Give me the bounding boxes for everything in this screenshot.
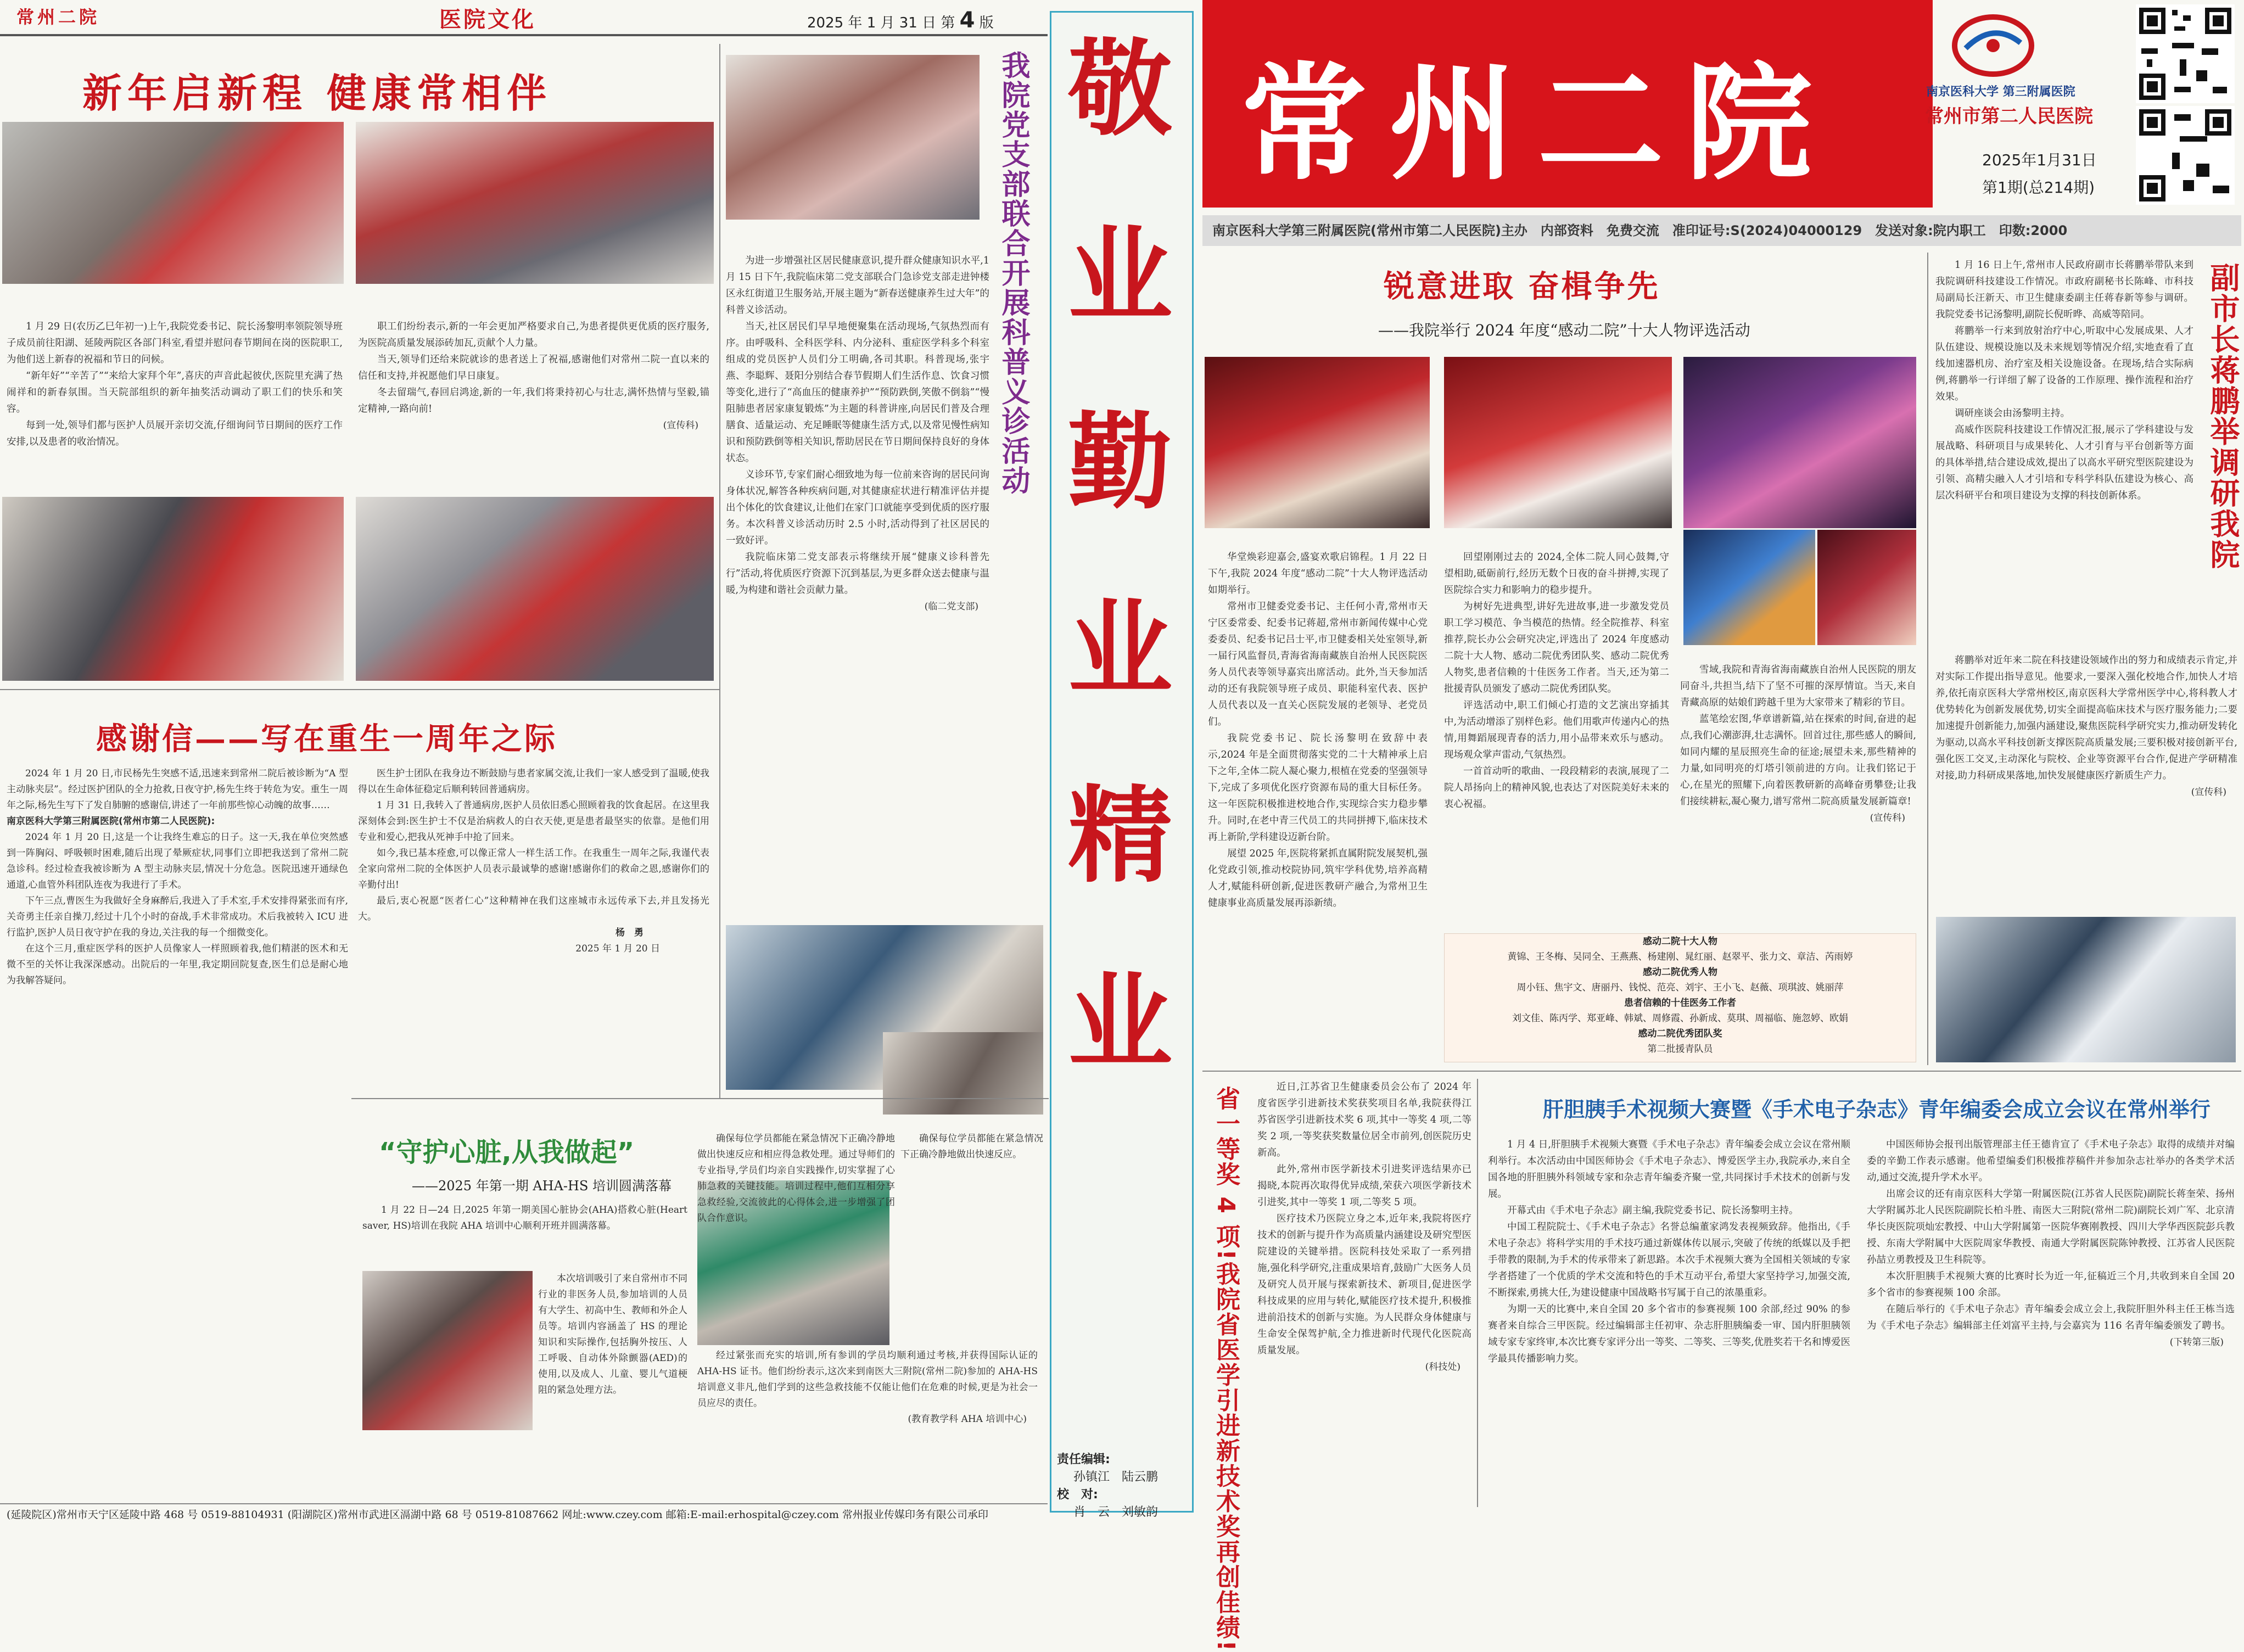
article1-col2-p3: 冬去留瑞气,春回启鸿途,新的一年,我们将秉持初心与壮志,满怀热情与坚毅,锚定精神,一路向前! <box>358 387 709 415</box>
article4-p3b: 确保每位学员都能在紧急情况下正确冷静地做出快速反应。 <box>900 1133 1043 1160</box>
article1-col1-p1: 1 月 29 日(农历乙巳年初一)上午,我院党委书记、院长汤黎明率领院领导班子成员前往阳湖、延陵两院区各部门科室,看望并慰问春节期间在岗的医院职工,为他们送上新春的祝福和节日的问候。 <box>7 321 343 365</box>
cholangio-c1-p2: 开幕式由《手术电子杂志》副主编,我院党委书记、院长汤黎明主持。 <box>1507 1205 1799 1216</box>
honor-title-2: 感动二院优秀人物 <box>1643 967 1717 978</box>
header-page-suffix: 版 <box>979 15 994 31</box>
photo-aha-training-1 <box>362 1271 533 1430</box>
photo-award-stage <box>1205 357 1430 528</box>
header-rule <box>0 34 1048 36</box>
footer-rule <box>0 1503 1048 1504</box>
lead-c1-p1: 华堂焕彩迎嘉会,盛宴欢歌启锦程。1 月 22 日下午,我院 2024 年度“感动二院”十大人物评选活动如期举行。 <box>1208 552 1428 596</box>
slogan-char-6: 业 <box>1068 962 1173 1083</box>
editor-label: 责任编辑: <box>1057 1453 1110 1466</box>
article2-p2: 2024 年 1 月 20 日,这是一个让我终生难忘的日子。这一天,我在单位突然感到一阵胸闷、呼吸顿时困难,随后出现了晕厥症状,同事们立即把我送到了常州二院急诊科。经过检查我被诊断为 A 型主动脉夹层,情况十分危急。医院迅速开通绿色通道,心血管外科团队连夜为我进行了手术。 <box>7 832 348 891</box>
lead-c2-p2: 评选活动中,职工们倾心打造的文艺演出穿插其中,为活动增添了别样色彩。他们用歌声传递内心的热情,用舞蹈展现青春的活力,用小品带来欢乐与感动。现场观众掌声雷动,气氛热烈。 <box>1444 700 1669 760</box>
photo-clinic-event-1 <box>726 55 980 220</box>
article4-p2: 本次培训吸引了来自常州市不同行业的非医务人员,参加培训的人员有大学生、初高中生、教师和外企人员等。培训内容涵盖了 HS 的理论知识和实际操作,包括胸外按压、人工呼吸、自动体外除颤器(AED)的使用,以及成人、儿童、婴儿气道梗阻的紧急处理方法。 <box>538 1273 687 1396</box>
vice-mayor-p2: 蒋鹏举一行来到放射治疗中心,听取中心发展成果、人才队伍建设、规模设施以及未来规划等情况介绍,实地查看了直线加速器机房、治疗室及相关设施设备。在现场,结合实际病例,蒋鹏举一行详细了解了设备的工作原理、操作流程和治疗效果。 <box>1935 326 2193 402</box>
lead-c1-p4: 展望 2025 年,医院将紧抓直属附院发展契机,强化党政引领,推动校院协同,筑牢学科优势,培养高精人才,赋能科研创新,促进医教研产融合,为常州卫生健康事业高质量发展再添新绩。 <box>1208 848 1428 909</box>
page-header <box>0 0 1048 35</box>
article4-author: (教育教学科 AHA 培训中心) <box>908 1414 1027 1425</box>
photo-radiotherapy-visit <box>1936 917 2236 1062</box>
article1-col1 <box>7 318 343 483</box>
article2-addressee: 南京医科大学第三附属医院(常州市第二人民医院): <box>7 816 215 827</box>
article2-signer: 杨 勇 <box>615 927 643 938</box>
article2-col2-p2: 1 月 31 日,我转入了普通病房,医护人员依旧悉心照顾着我的饮食起居。在这里我深刻体会到:医生护士不仅是治病救人的白衣天使,更是患者最坚实的依靠。是他们用专业和爱心,把我从死神手中抢了回来。 <box>358 800 709 843</box>
article1-col2-p1: 职工们纷纷表示,新的一年会更加严格要求自己,为患者提供更优质的医疗服务,为医院高质量发展添砖加瓦,贡献个人力量。 <box>358 321 709 349</box>
vice-mayor-p3: 调研座谈会由汤黎明主持。 <box>1955 408 2070 419</box>
lead-c2-p3: 一首首动听的歌曲、一段段精彩的表演,展现了二院人昂扬向上的精神风貌,也表达了对医院美好未来的衷心祝福。 <box>1444 766 1669 810</box>
article1-title: 新年启新程 健康常相伴 <box>82 70 552 116</box>
vice-mayor-author: (宣传科) <box>2191 787 2226 798</box>
cholangio-c2-p1: 中国医师协会报刊出版管理部主任王德肯宣了《手术电子杂志》取得的成绩并对编委的辛勤工作表示感谢。他希望编委们积极推荐稿件并参加杂志社举办的各类学术活动,通过交流,提升学术水平。 <box>1867 1139 2235 1183</box>
cholangio-c1-p1: 1 月 4 日,肝胆胰手术视频大赛暨《手术电子杂志》青年编委会成立会议在常州顺利举行。本次活动由中国医师协会《手术电子杂志》、博爱医学主办,我院承办,来自全国各地的肝胆胰外科领域专家和杂志青年编委齐聚一堂,共同探讨手术技术的创新与发展。 <box>1488 1139 1850 1200</box>
photo-new-year-visit-4 <box>356 497 714 681</box>
lead-author: (宣传科) <box>1870 813 1905 824</box>
photo-award-group <box>1444 357 1672 528</box>
honor-list-4: 第二批援青队员 <box>1647 1044 1713 1055</box>
article2-col2-p3: 如今,我已基本痊愈,可以像正常人一样生活工作。在我重生一周年之际,我谨代表全家向常州二院的全体医护人员表示最诚挚的感谢!感谢你们的救命之恩,感谢你们的辛勤付出! <box>358 848 709 891</box>
lead-right-divider <box>1927 253 1928 1065</box>
cholangio-c1-p3: 中国工程院院士、《手术电子杂志》名誉总编董家鸿发表视频致辞。他指出,《手术电子杂志》将科学实用的手术技巧通过新媒体传以展示,突破了传统的纸媒以及手把手带教的限制,为手术的传承带来了新思路。本次手术视频大赛为全国相关领域的专家学者搭建了一个优质的学术交流和特色的手术互动平台,希望大家坚持学习,加强交流,不断探索,勇挑大任,为建设健康中国战略书写属于自己的浓墨重彩。 <box>1488 1222 1850 1298</box>
photo-new-year-visit-3 <box>2 497 344 681</box>
qr-code <box>2136 4 2235 205</box>
slogan-char-4: 业 <box>1068 589 1173 710</box>
article1-col1-p2: “新年好”“辛苦了”“来给大家拜个年”,喜庆的声音此起彼伏,医院里充满了热闹祥和的新春氛围。当天院部组织的新年抽奖活动调动了职工们的快乐和笑容。 <box>7 371 343 415</box>
slogan-char-1: 敬 <box>1068 29 1173 150</box>
award-p2: 此外,常州市医学新技术引进奖评选结果亦已揭晓,本院再次取得优异成绩,荣获六项医学新技术引进奖,其中一等奖 1 项,二等奖 5 项。 <box>1257 1164 1471 1208</box>
lead-c2-p1: 为树好先进典型,讲好先进故事,进一步激发党员职工学习模范、争当模范的热情。经全院推荐、科室推荐,院长办公会研究决定,评选出了 2024 年度感动二院十大人物、感动二院优秀团队奖、感动二院优秀人物奖,患者信赖的十佳医务工作者。当天,还为第二批援青队员颁发了感动二院优秀团队奖。 <box>1444 601 1669 695</box>
photo-dance-show <box>1683 357 1916 528</box>
article1-col2-p2: 当天,领导们还给来院就诊的患者送上了祝福,感谢他们对常州二院一直以来的信任和支持,并祝愿他们早日康复。 <box>358 354 709 382</box>
award-title: 省一等奖 4 项!我院省医学引进新技术奖再创佳绩! <box>1212 1086 1240 1652</box>
article1-bottom-rule <box>0 689 719 690</box>
article4-col3-top <box>900 1131 1043 1345</box>
article4-p3: 确保每位学员都能在紧急情况下正确冷静地做出快速反应和相应得急救处理。通过导师们的专业指导,学员们均亲自实践操作,切实掌握了心肺急救的关键技能。培训过程中,他们互相分享急救经验,交流彼此的心得体会,进一步增强了团队合作意识。 <box>697 1133 895 1224</box>
header-page-no: 4 <box>959 8 975 33</box>
vice-mayor-p4: 高威作医院科技建设工作情况汇报,展示了学科建设与发展战略、科研项目与成果转化、人才引育与平台创新等方面的具体举措,结合建设成效,提出了以高水平研究型医院建设为引领、高精尖融入人才引培和专科学科队伍建设为核心、高层次科研平台和项目建设为支撑的科技创新体系。 <box>1935 424 2193 501</box>
article4-p1: 1 月 22 日—24 日,2025 年第一期美国心脏协会(AHA)搭救心脏(Heart saver, HS)培训在我院 AHA 培训中心顺利开班并圆满落幕。 <box>362 1205 687 1231</box>
article4-subtitle: ——2025 年第一期 AHA-HS 培训圆满落幕 <box>412 1178 672 1194</box>
honor-list-3: 刘文佳、陈丙学、郑亚峰、韩斌、周修霞、孙新成、莫琪、周福临、施忽婷、欧娟 <box>1512 1013 1848 1024</box>
photo-performance-2 <box>1817 530 1916 645</box>
vice-mayor-title: 副市长蒋鹏举调研我院 <box>2206 262 2240 570</box>
photo-new-year-visit-1 <box>2 122 344 284</box>
issue-number: 第1期(总214期) <box>1982 178 2095 197</box>
article4-col3 <box>697 1348 1038 1502</box>
article4-title: “守护心脏,从我做起” <box>379 1137 635 1168</box>
article2-sign-date: 2025 年 1 月 20 日 <box>575 943 660 954</box>
slogan-char-5: 精 <box>1068 775 1173 897</box>
middle-strip <box>1050 11 1194 1519</box>
proof-label: 校 对: <box>1057 1488 1098 1502</box>
honor-title-3: 患者信赖的十佳医务工作者 <box>1624 998 1736 1009</box>
left-col-divider <box>719 44 720 1098</box>
article2-col1 <box>7 766 348 1293</box>
left-page <box>0 0 1048 1524</box>
upper-lower-rule <box>1202 1071 2241 1072</box>
award-author: (科技处) <box>1425 1362 1460 1373</box>
award-p1: 近日,江苏省卫生健康委员会公布了 2024 年度省医学引进新技术奖获奖项目名单,我院获得江苏省医学引进新技术奖 6 项,其中一等奖 4 项,二等奖 2 项,一等奖获奖数量位居全市前列,创医院历史新高。 <box>1257 1082 1471 1158</box>
lead-col3 <box>1680 662 1916 914</box>
article2-col2-p4: 最后,衷心祝愿“医者仁心”这种精神在我们这座城市永远传承下去,并且发扬光大。 <box>358 895 709 922</box>
cholangio-c2-p3: 本次肝胆胰手术视频大赛的比赛时长为近一年,征稿近三个月,共收到来自全国 20 多个省市的参赛视频 100 余部。 <box>1867 1271 2235 1298</box>
article4-col1b <box>538 1271 687 1502</box>
proof-line <box>1057 1486 1187 1504</box>
lead-c3-p2: 蓝笔绘宏图,华章谱新篇,站在探索的时间,奋进的起点,我们心潮澎湃,壮志满怀。回首过往,那些感人的瞬间,如同内耀的星辰照亮生命的征途;展望未来,那些精神的力量,如同明亮的灯塔引领前进的方向。让我们铭记于心,在星光的照耀下,向着医教研新的高峰奋勇攀登;让我们接续耕耘,凝心聚力,谱写常州二院高质量发展新篇章! <box>1680 714 1916 807</box>
header-section: 医院文化 <box>439 7 536 32</box>
cholangio-c2-p2: 出席会议的还有南京医科大学第一附属医院(江苏省人民医院)副院长蒋奎荣、扬州大学附属苏北人民医院副院长柏斗胜、南医大三附院(常州二院)副院长刘广军、北京清华长庚医院项灿宏教授、中山大学附属第一医院华赛刚教授、四川大学华西医院彭兵教授、东南大学附属中大医院周家华教授、南通大学附属医院陈钟教授、江苏省人民医院孙喆立勇教授及卫生科院等。 <box>1867 1189 2235 1265</box>
vice-mayor-body-top <box>1935 257 2193 652</box>
article2-col2 <box>358 766 709 1095</box>
qr-code-icon <box>2136 4 2235 205</box>
article1-author: (宣传科) <box>663 420 698 431</box>
vice-mayor-body-bottom <box>1935 652 2237 913</box>
right-page <box>1202 0 2241 1652</box>
article2-title: 感谢信——写在重生一周年之际 <box>96 721 557 757</box>
slogan-column <box>1051 29 1192 1100</box>
slogan-char-3: 勤 <box>1068 402 1173 523</box>
article4-col2 <box>697 1131 895 1224</box>
hospital-en: 南京医科大学 第三附属医院 <box>1926 85 2075 99</box>
lead-c1-p3: 我院党委书记、院长汤黎明在致辞中表示,2024 年是全面贯彻落实党的二十大精神承上启下之年,全体二院人凝心聚力,根植在党委的坚强领导下,完成了多项优化医疗资源布局的重大目标任务。这一年医院积极推进校地合作,实现综合实力稳步攀升。同时,在老中青三代员工的共同拼搏下,临床技术再上新阶,学科建设迈新台阶。 <box>1208 733 1428 843</box>
header-page-label: 第 <box>941 15 955 31</box>
issue-date: 2025年1月31日 <box>1982 151 2097 169</box>
photo-new-year-visit-2 <box>356 122 714 284</box>
header-paper-name: 常州二院 <box>16 7 100 27</box>
masthead-banner <box>1202 0 1933 208</box>
article3-p1: 为进一步增强社区居民健康意识,提升群众健康知识水平,1 月 15 日下午,我院临床第二党支部联合门急诊党支部走进钟楼区永红街道卫生服务站,开展主题为“新春送健康养生过大年”的科普义诊活动。 <box>726 255 989 316</box>
info-bar: 南京医科大学第三附属医院(常州市第二人民医院)主办 内部资料 免费交流 准印证号:S(2024)04000129 发送对象:院内职工 印数:2000 <box>1202 215 2241 246</box>
lead-subtitle: ——我院举行 2024 年度“感动二院”十大人物评选活动 <box>1378 321 1750 339</box>
lead-c3-p1: 雪域,我院和青海省海南藏族自治州人民医院的朋友同奋斗,共担当,结下了坚不可摧的深厚情谊。当天,来自青藏高原的姑娘们跨越千里为大家带来了精彩的节目。 <box>1680 664 1916 708</box>
article3-bottom-rule <box>351 1098 1049 1099</box>
proof-names: 肖 云 刘敏韵 <box>1073 1505 1159 1519</box>
cholangio-author: (下转第三版) <box>2169 1337 2224 1348</box>
photo-clinic-event-3 <box>883 1032 1043 1115</box>
award-divider <box>1477 1079 1478 1507</box>
cholangio-col1 <box>1488 1136 1850 1510</box>
hospital-logo-icon <box>1949 10 2037 81</box>
honor-list-2: 周小钰、焦宇文、唐丽丹、钱悦、范亮、刘宇、王小飞、赵薇、项琪波、姚丽萍 <box>1516 982 1844 993</box>
award-body <box>1257 1079 1471 1507</box>
cholangio-col2 <box>1867 1136 2235 1510</box>
lead-col2 <box>1444 549 1669 933</box>
hospital-logo <box>1949 10 2037 81</box>
article2-col2-p1: 医生护士团队在我身边不断鼓励与患者家属交流,让我们一家人感受到了温暖,使我得以在生命体征稳定后顺利转回普通病房。 <box>358 768 709 795</box>
cholangio-title: 肝胆胰手术视频大赛暨《手术电子杂志》青年编委会成立会议在常州举行 <box>1543 1097 2211 1122</box>
vice-mayor-p5: 蒋鹏举对近年来二院在科技建设领域作出的努力和成绩表示肯定,并对实际工作提出指导意见。他要求,一要深入强化校地合作,加快人才培养,依托南京医科大学常州校区,南京医科大学常州医学中心,将科教人才优势转化为创新发展优势,切实全面提高临床技术与医疗服务能力;二要加速提升创新能力,加强内涵建设,聚焦医院科学研究实力,推动研发转化为驱动,以高水平科技创新支撑医院高质量发展;三要积极对接创新平台,强化医工交叉,主动深化与院校、企业等资源平台合作,促进产学研精准对接,助力科研成果落地,加快发展健康医疗新质生产力。 <box>1935 655 2237 781</box>
article3-author: (临二党支部) <box>924 601 978 612</box>
article2-p3: 下午三点,曹医生为我做好全身麻醉后,我进入了手术室,手术安排得紧张而有序,关奇勇主任亲自操刀,经过十几个小时的奋战,手术非常成功。术后我被转入 ICU 进行监护,医护人员日夜守护在我的身边,关注我的每一个细微变化。 <box>7 895 348 938</box>
header-date <box>807 8 994 33</box>
lead-col1 <box>1208 549 1428 1060</box>
left-footer: (延陵院区)常州市天宁区延陵中路 468 号 0519-88104931 (阳湖院区)常州市武进区滆湖中路 68 号 0519-81087662 网址:www.czey.com 邮箱:E-mail:erhospital@czey.com 常州报业传媒印务有限公司承印 <box>7 1509 988 1521</box>
honor-title-4: 感动二院优秀团队奖 <box>1638 1028 1722 1039</box>
article4-p4: 经过紧张而充实的培训,所有参训的学员均顺利通过考核,并获得国际认证的 AHA-HS 证书。他们纷纷表示,这次来到南医大三附院(常州二院)参加的 AHA-HS 培训意义非凡,他们学到的这些急救技能不仅能让他们在危难的时候,更是为社会一员应尽的责任。 <box>697 1350 1038 1409</box>
editor-names: 孙镇江 陆云鹏 <box>1073 1470 1159 1484</box>
slogan-char-2: 业 <box>1068 215 1173 337</box>
editor-box <box>1057 1451 1187 1519</box>
honor-list-box <box>1444 933 1916 1062</box>
article2-p4: 在这个三月,重症医学科的医护人员像家人一样照顾着我,他们精湛的医术和无微不至的关怀让我深深感动。出院后的一年里,我定期回院复查,医生们总是耐心地为我解答疑问。 <box>7 943 348 986</box>
vice-mayor-p1: 1 月 16 日上午,常州市人民政府副市长蒋鹏举带队来到我院调研科技建设工作情况。市政府副秘书长陈峰、市科技局副局长汪新天、市卫生健康委副主任蒋春新等参与调研。我院党委书记汤黎明,副院长倪昕晔、高威等陪同。 <box>1935 260 2193 320</box>
lead-c1-p5: 回望刚刚过去的 2024,全体二院人同心鼓舞,守望相助,砥砺前行,经历无数个日夜的奋斗拼搏,实现了医院综合实力和影响力的稳步提升。 <box>1444 552 1669 596</box>
article3-body <box>726 253 989 911</box>
article3-title: 我院党支部联合开展科普义诊活动 <box>997 51 1029 495</box>
cholangio-c2-p4: 在随后举行的《手术电子杂志》青年编委会成立会上,我院肝胆外科主任王栋当选为《手术电子杂志》编辑部主任刘富平主持,与会嘉宾为 116 名青年编委颁发了聘书。 <box>1867 1304 2235 1331</box>
award-p3: 医疗技术乃医院立身之本,近年来,我院将医疗技术的创新与提升作为高质量内涵建设及研究型医院建设的关键举措。医院科技处采取了一系列措施,强化科学研究,注重成果培育,鼓励广大医务人员及研究人员开展与探索新技术、新项目,促进医学科技成果的应用与转化,赋能医疗技术提升,积极推进前沿技术的创新与实施。为人民群众身体健康与生命安全保驾护航,全力推进新时代现代化医院高质量发展。 <box>1257 1213 1471 1356</box>
article2-intro: 2024 年 1 月 20 日,市民杨先生突感不适,迅速来到常州二院后被诊断为“A 型主动脉夹层”。经过医护团队的全力抢救,日夜守护,杨先生终于转危为安。重生一周年之际,杨先生写下了发自肺腑的感谢信,讲述了一年前那些惊心动魄的故事…… <box>7 768 348 811</box>
article1-col1-p3: 每到一处,领导们都与医护人员展开亲切交流,仔细询问节日期间的医疗工作安排,以及患者的收治情况。 <box>7 420 343 447</box>
article3-p3: 义诊环节,专家们耐心细致地为每一位前来咨询的居民问询身体状况,解答各种疾病问题,对其健康症状进行精准评估并提出个体化的饮食建议,让他们在家门口就能享受到优质的医疗服务。本次科普义诊活动历时 2.5 小时,活动得到了社区居民的一致好评。 <box>726 469 989 546</box>
article3-p2: 当天,社区居民们早早地便聚集在活动现场,气氛热烈而有序。由呼吸科、全科医学科、内分泌科、重症医学科多个科室组成的党员医护人员们分工明确,各司其职。科普现场,张宇燕、李聪辉、聂阳分别结合春节假期人们生活作息、饮食习惯等变化,进行了“高血压的健康养护”“预防跌倒,笑傲不倒翁”“慢阻肺患者居家康复锻炼”为主题的科普讲座,向居民们普及合理膳食、适量运动、充足睡眠等健康生活方式,以及常见慢性病知识和预防跌倒等相关知识,帮助居民在节日期间保持良好的身体状态。 <box>726 321 989 464</box>
lead-title: 锐意进取 奋楫争先 <box>1384 269 1660 305</box>
honor-list-1: 黄锦、王冬梅、吴同全、王燕燕、杨建刚、晁红丽、赵翠平、张力文、章洁、芮雨婷 <box>1507 951 1853 962</box>
article3-p4: 我院临床第二党支部表示将继续开展“健康义诊科普先行”活动,将优质医疗资源下沉到基层,为更多群众送去健康与温暖,为构建和谐社会贡献力量。 <box>726 552 989 596</box>
photo-performance-1 <box>1683 530 1815 645</box>
masthead-title: 常州二院 <box>1241 49 1834 198</box>
article1-col2 <box>358 318 709 483</box>
honor-title-1: 感动二院十大人物 <box>1643 936 1717 947</box>
hospital-name: 常州市第二人民医院 <box>1925 105 2093 127</box>
cholangio-c1-p4: 为期一天的比赛中,来自全国 20 多个省市的参赛视频 100 余部,经过 90% 的参赛者来自综合三甲医院。经过编辑部主任初审、杂志肝胆胰编委一审、国内肝胆胰领域专家专家终审,本次比赛专家评分出一等奖、二等奖、三等奖,优胜奖若干名和博爱医学最具传播影响力奖。 <box>1488 1304 1850 1364</box>
lead-c1-p2: 常州市卫健委党委书记、主任何小青,常州市天宁区委常委、纪委书记蒋超,常州市新闻传媒中心党委委员、纪委书记吕士平,市卫健委相关处室领导,新一届行风监督员,青海省海南藏族自治州人民医院医务人员代表等领导嘉宾出席活动。此外,当天参加活动的还有我院领导班子成员、职能科室代表、医护人员代表以及一直关心医院发展的老领导、老党员们。 <box>1208 601 1428 727</box>
header-date-text: 2025 年 1 月 31 日 <box>807 15 937 31</box>
